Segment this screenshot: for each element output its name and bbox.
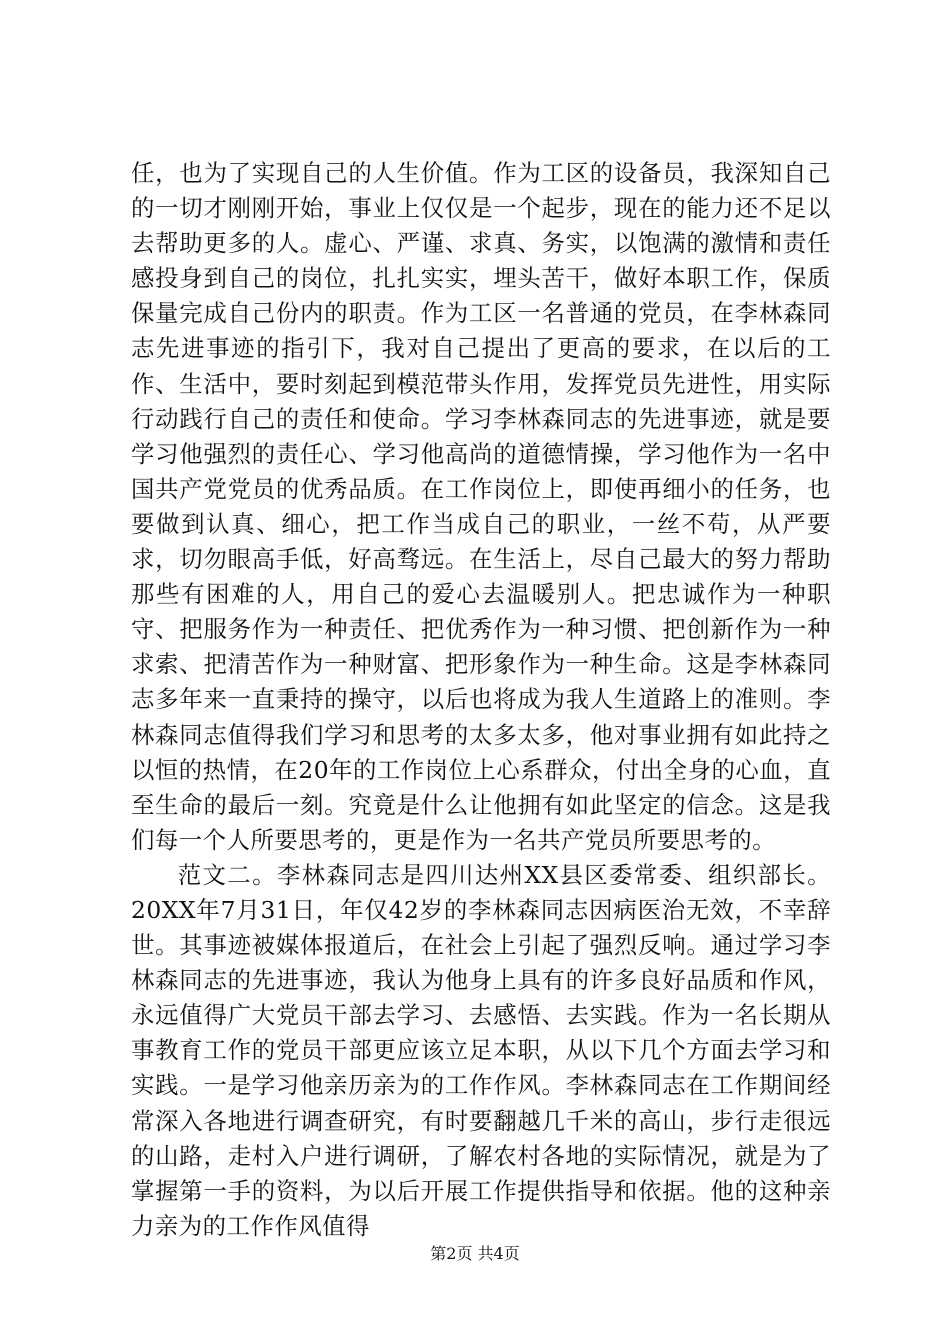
paragraph-continuation: 任，也为了实现自己的人生价值。作为工区的设备员，我深知自己的一切才刚刚开始，事业上仅仅是一个起步，现在的能力还不足以去帮助更多的人。虚心、严谨、求真、务实，以饱满的激情和责任感投身到自己的岗位，扎扎实实，埋头苦干，做好本职工作，保质保量完成自己份内的职责。作为工区一名普通的党员，在李林森同志先进事迹的指引下，我对自己提出了更高的要求，在以后的工作、生活中，要时刻起到模范带头作用，发挥党员先进性，用实际行动践行自己的责任和使命。学习李林森同志的先进事迹，就是要学习他强烈的责任心、学习他高尚的道德情操，学习他作为一名中国共产党党员的优秀品质。在工作岗位上，即使再细小的任务，也要做到认真、细心，把工作当成自己的职业，一丝不苟，从严要求，切勿眼高手低，好高骛远。在生活上，尽自己最大的努力帮助那些有困难的人，用自己的爱心去温暖别人。把忠诚作为一种职守、把服务作为一种责任、把优秀作为一种习惯、把创新作为一种求索、把清苦作为一种财富、把形象作为一种生命。这是李林森同志多年来一直秉持的操守，以后也将成为我人生道路上的准则。李林森同志值得我们学习和思考的太多太多，他对事业拥有如此持之以恒的热情，在20年的工作岗位上心系群众，付出全身的心血，直至生命的最后一刻。究竟是什么让他拥有如此坚定的信念。这是我们每一个人所要思考的，更是作为一名共产党员所要思考的。: [131, 159, 831, 854]
page-number-footer: 第2页 共4页: [430, 1244, 520, 1263]
paragraph-sample-two: 范文二。李林森同志是四川达州XX县区委常委、组织部长。20XX年7月31日，年仅42岁的李林森同志因病医治无效，不幸辞世。其事迹被媒体报道后，在社会上引起了强烈反响。通过学习李林森同志的先进事迹，我认为他身上具有的许多良好品质和作风，永远值得广大党员干部去学习、去感悟、去实践。作为一名长期从事教育工作的党员干部更应该立足本职，从以下几个方面去学习和实践。一是学习他亲历亲为的工作作风。李林森同志在工作期间经常深入各地进行调查研究，有时要翻越几千米的高山，步行走很远的山路，走村入户进行调研，了解农村各地的实际情况，就是为了掌握第一手的资料，为以后开展工作提供指导和依据。他的这种亲力亲为的工作作风值得: [131, 860, 831, 1240]
document-body: [131, 156, 831, 1244]
